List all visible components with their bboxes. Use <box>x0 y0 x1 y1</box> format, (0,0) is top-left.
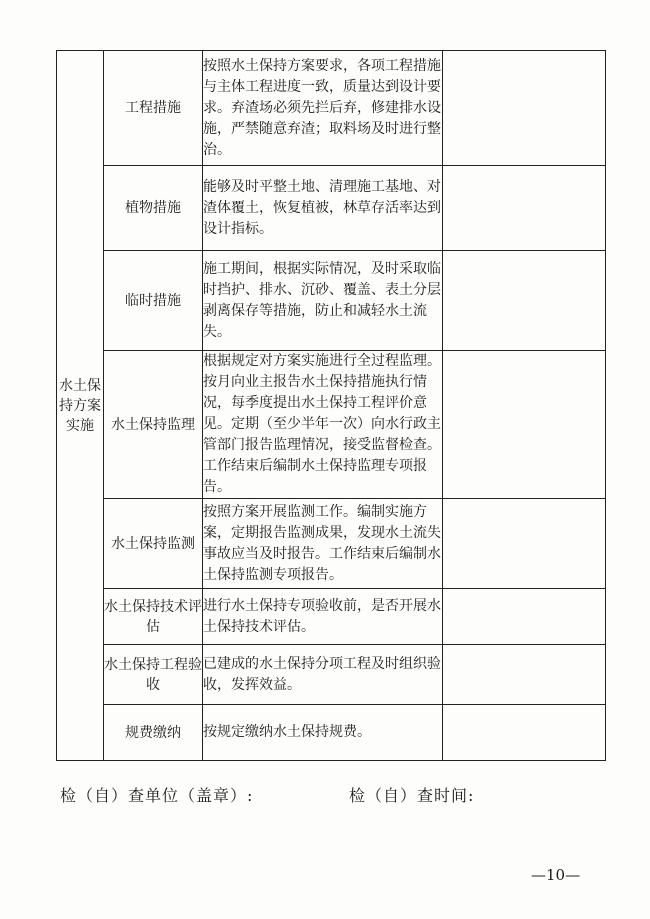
item-cell: 水土保持技术评估 <box>104 589 203 645</box>
table-row <box>57 645 606 705</box>
requirement-cell: 施工期间，根据实际情况，及时采取临时挡护、排水、沉砂、覆盖、表土分层剥离保存等措施，防止和减轻水土流失。 <box>203 251 443 351</box>
requirement-cell: 进行水土保持专项验收前，是否开展水土保持技术评估。 <box>203 589 443 645</box>
table-row <box>57 251 606 351</box>
inspector-unit-label: 检（自）查单位（盖章）: <box>60 786 254 805</box>
table-row <box>57 351 606 499</box>
requirement-cell: 根据规定对方案实施进行全过程监理。按月向业主报告水土保持措施执行情况，每季度提出水土保持工程评价意见。定期（至少半年一次）向水行政主管部门报告监理情况，接受监督检查。工作结束后编制水土保持监理专项报告。 <box>203 351 443 499</box>
requirement-cell: 能够及时平整土地、清理施工基地、对渣体覆土，恢复植被，林草存活率达到设计指标。 <box>203 166 443 251</box>
inspection-table <box>56 50 606 761</box>
result-cell[interactable] <box>443 705 606 761</box>
item-cell: 规费缴纳 <box>104 705 203 761</box>
table-row <box>57 705 606 761</box>
page-number: —10— <box>531 866 581 884</box>
table-row <box>57 166 606 251</box>
requirement-cell: 按照方案开展监测工作。编制实施方案，定期报告监测成果，发现水土流失事故应当及时报告。工作结束后编制水土保持监测专项报告。 <box>203 499 443 589</box>
table-row <box>57 51 606 166</box>
category-cell: 水土保持方案实施 <box>57 51 104 761</box>
result-cell[interactable] <box>443 499 606 589</box>
item-cell: 水土保持监理 <box>104 351 203 499</box>
requirement-cell: 已建成的水土保持分项工程及时组织验收，发挥效益。 <box>203 645 443 705</box>
table-row <box>57 589 606 645</box>
item-cell: 水土保持监测 <box>104 499 203 589</box>
result-cell[interactable] <box>443 589 606 645</box>
result-cell[interactable] <box>443 251 606 351</box>
item-cell: 水土保持工程验收 <box>104 645 203 705</box>
result-cell[interactable] <box>443 645 606 705</box>
table-row <box>57 499 606 589</box>
requirement-cell: 按照水土保持方案要求，各项工程措施与主体工程进度一致，质量达到设计要求。弃渣场必须先拦后弃，修建排水设施，严禁随意弃渣；取料场及时进行整治。 <box>203 51 443 166</box>
result-cell[interactable] <box>443 51 606 166</box>
inspection-time-label: 检（自）查时间: <box>349 786 475 805</box>
requirement-cell: 按规定缴纳水土保持规费。 <box>203 705 443 761</box>
item-cell: 临时措施 <box>104 251 203 351</box>
result-cell[interactable] <box>443 166 606 251</box>
item-cell: 植物措施 <box>104 166 203 251</box>
result-cell[interactable] <box>443 351 606 499</box>
item-cell: 工程措施 <box>104 51 203 166</box>
